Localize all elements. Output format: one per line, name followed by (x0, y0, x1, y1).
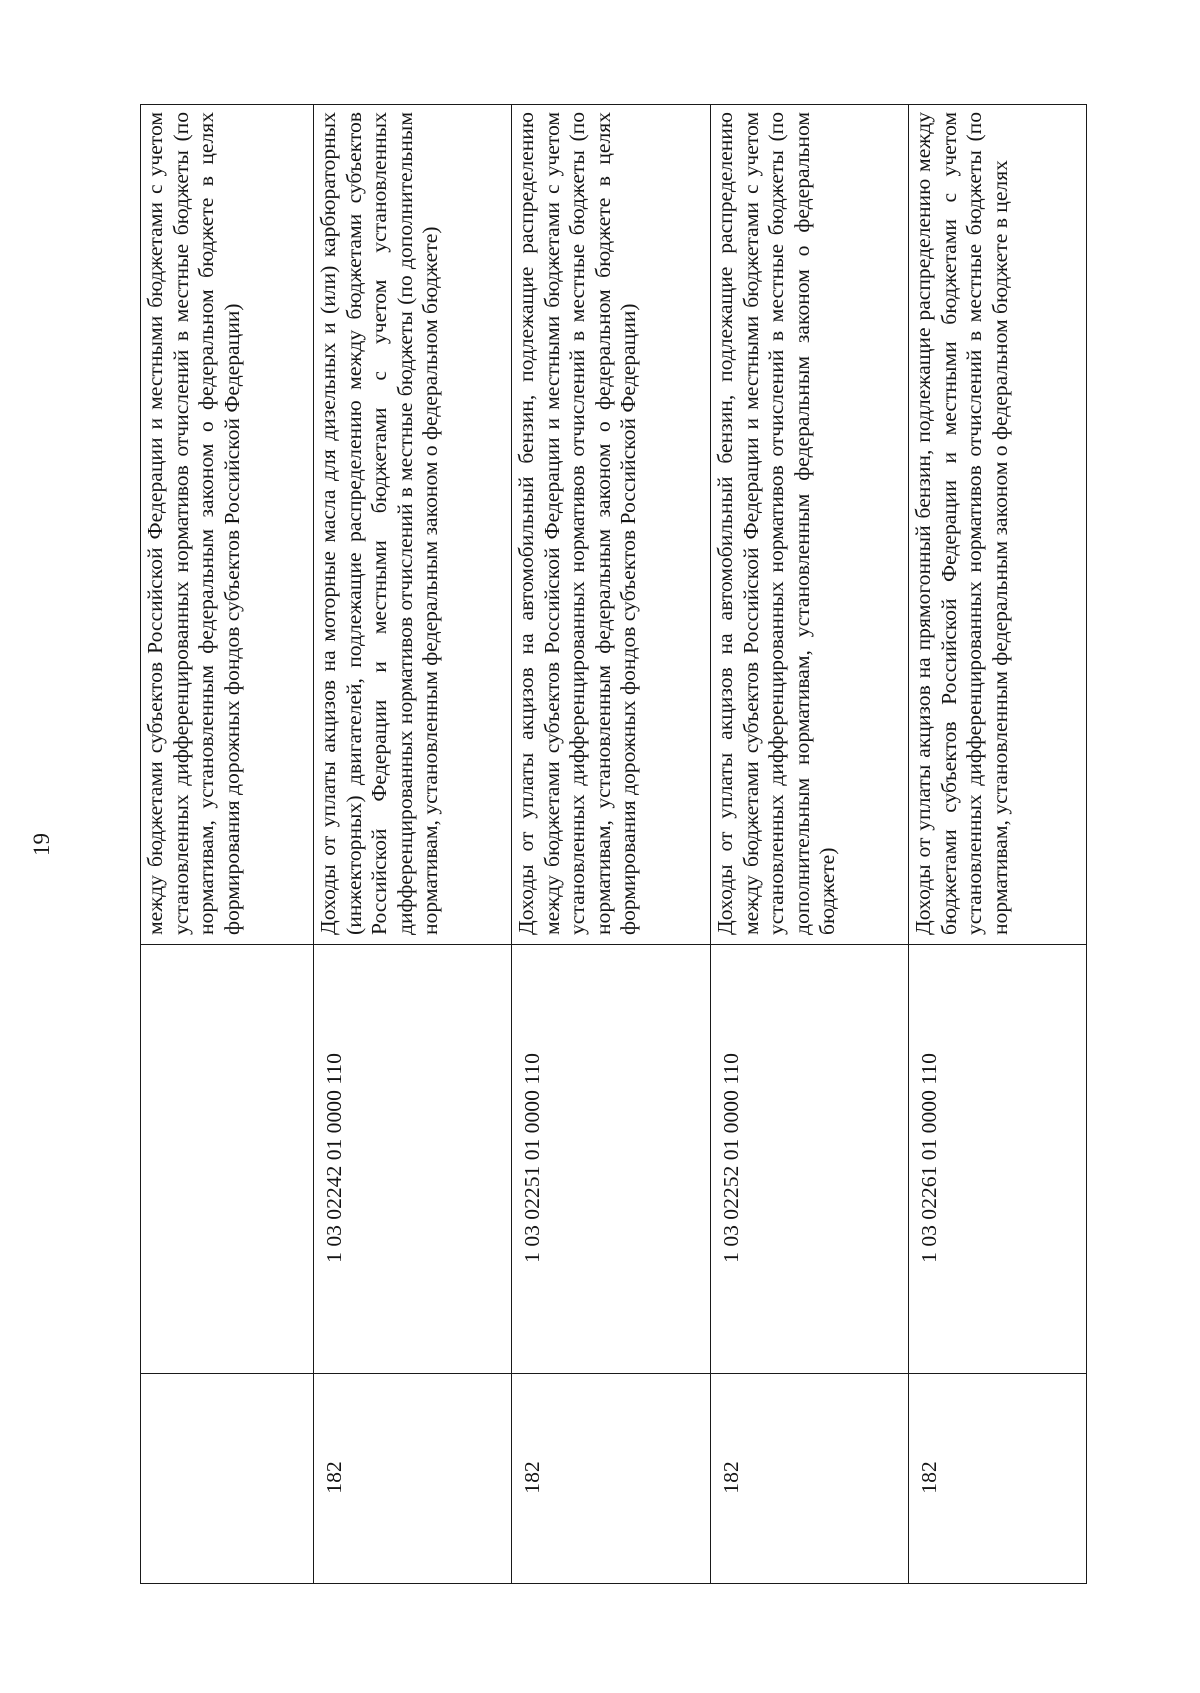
admin-code-cell: 182 (314, 1374, 512, 1584)
description-cell: Доходы от уплаты акцизов на прямогонный бензин, подлежащие распределению между бюджетами субъектов Российской Федерации и местными бюджетами с учетом установленных дифференцированных нормативов отчислений в местные бюджеты (по нормативам, установленным федеральным законом о федеральном бюджете в целях (909, 105, 1087, 945)
table-row (909, 105, 1087, 1584)
kbk-code-cell: 1 03 02242 01 0000 110 (314, 945, 512, 1374)
page-number: 19 (29, 833, 54, 856)
description-cell: Доходы от уплаты акцизов на автомобильный бензин, подлежащие распределению между бюджетами субъектов Российской Федерации и местными бюджетами с учетом установленных дифференцированных нормативов отчислений в местные бюджеты (по нормативам, установленным федеральным законом о федеральном бюджете в целях формирования дорожных фондов субъектов Российской Федерации) (512, 105, 711, 945)
table-row (512, 105, 711, 1584)
table-row (314, 105, 512, 1584)
kbk-code-cell: 1 03 02261 01 0000 110 (909, 945, 1087, 1374)
kbk-code-cell (141, 945, 314, 1374)
table-row (711, 105, 909, 1584)
admin-code-cell: 182 (711, 1374, 909, 1584)
description-cell: Доходы от уплаты акцизов на моторные масла для дизельных и (или) карбюраторных (инжекторных) двигателей, подлежащие распределению между бюджетами субъектов Российской Федерации и местными бюджетами с учетом установленных дифференцированных нормативов отчислений в местные бюджеты (по дополнительным нормативам, установленным федеральным законом о федеральном бюджете) (314, 105, 512, 945)
admin-code-cell: 182 (512, 1374, 711, 1584)
description-cell: между бюджетами субъектов Российской Федерации и местными бюджетами с учетом установленных дифференцированных нормативов отчислений в местные бюджеты (по нормативам, установленным федеральным законом о федеральном бюджете в целях формирования дорожных фондов субъектов Российской Федерации) (141, 105, 314, 945)
kbk-code-cell: 1 03 02251 01 0000 110 (512, 945, 711, 1374)
rotated-page-content (140, 105, 1086, 1584)
admin-code-cell: 182 (909, 1374, 1087, 1584)
description-cell: Доходы от уплаты акцизов на автомобильный бензин, подлежащие распределению между бюджетами субъектов Российской Федерации и местными бюджетами с учетом установленных дифференцированных нормативов отчислений в местные бюджеты (по дополнительным нормативам, установленным федеральным законом о федеральном бюджете) (711, 105, 909, 945)
kbk-code-cell: 1 03 02252 01 0000 110 (711, 945, 909, 1374)
revenue-codes-table (140, 104, 1087, 1584)
table-row (141, 105, 314, 1584)
admin-code-cell (141, 1374, 314, 1584)
